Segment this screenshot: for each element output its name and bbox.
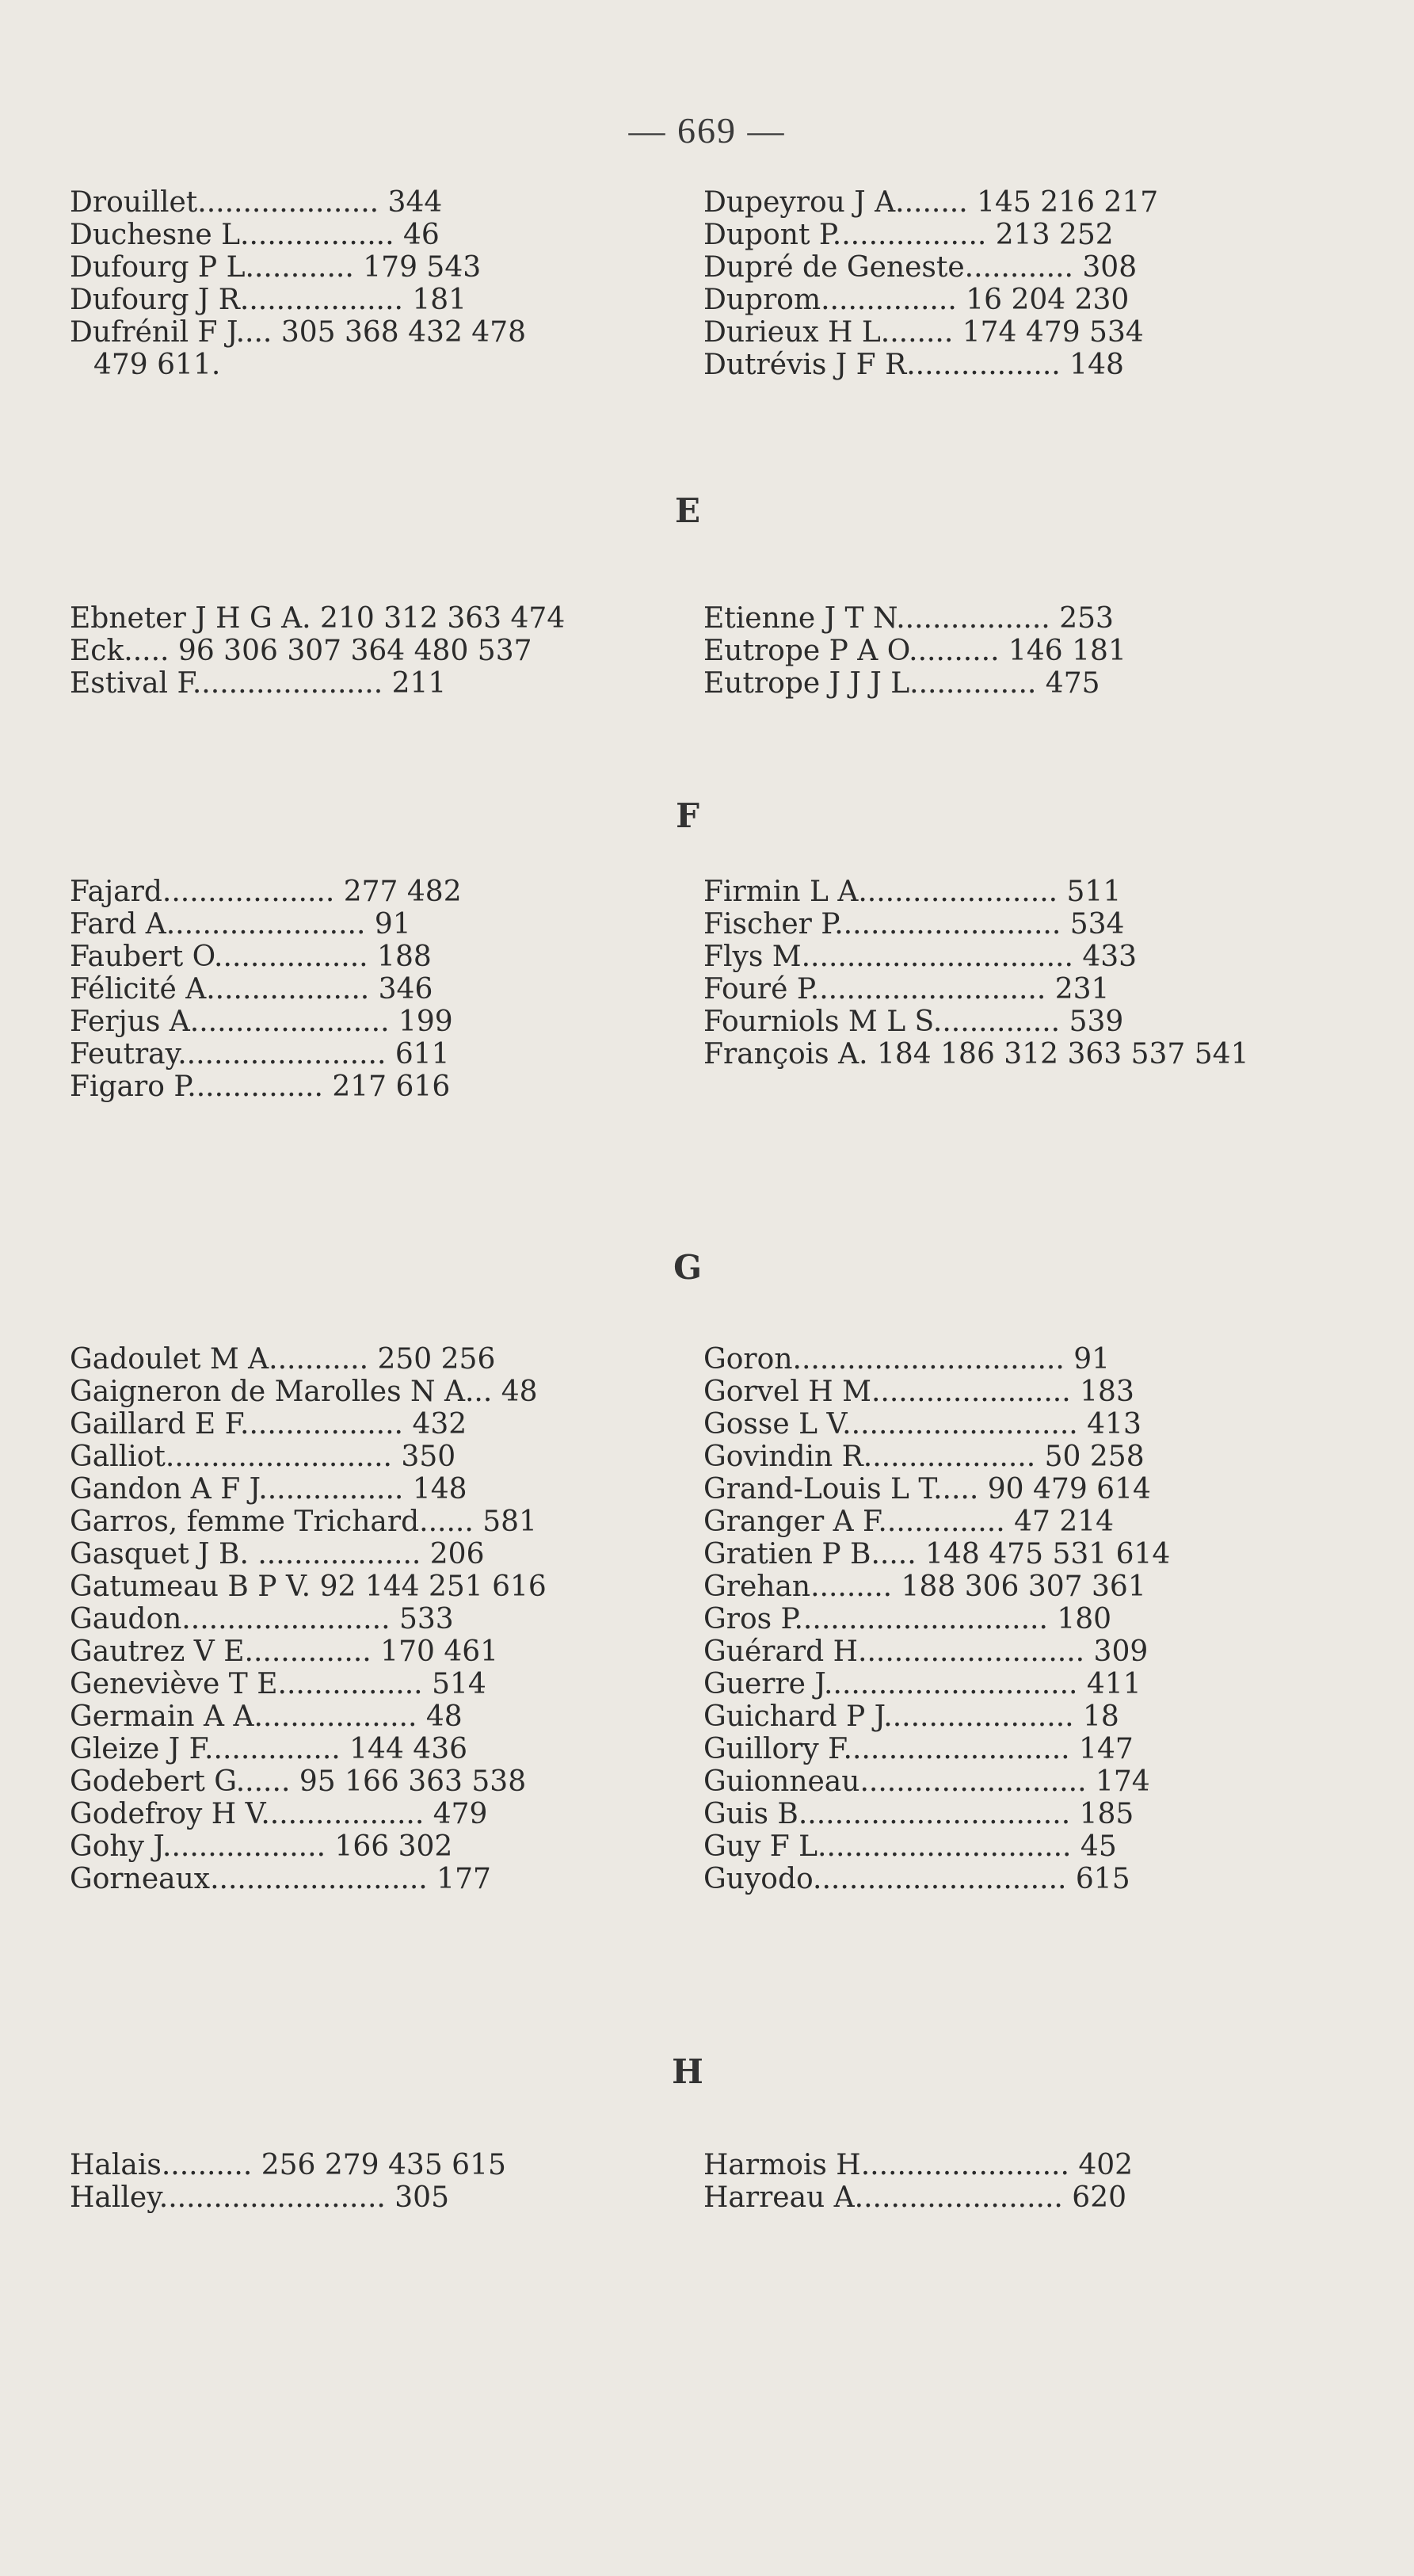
index-entry: Gaillard E F.................. 432 bbox=[70, 1408, 467, 1441]
index-entry: François A. 184 186 312 363 537 541 bbox=[703, 1038, 1249, 1070]
index-entry: Fajard................... 277 482 bbox=[70, 876, 462, 908]
section-h-columns bbox=[70, 2149, 1305, 2214]
index-entry: Harmois H....................... 402 bbox=[703, 2149, 1134, 2181]
section-g-columns bbox=[70, 1343, 1305, 1895]
index-entry: Dupré de Geneste............ 308 bbox=[703, 251, 1138, 284]
section-f bbox=[70, 796, 1305, 1208]
section-h bbox=[70, 2052, 1305, 2258]
index-entry: Govindin R................... 50 258 bbox=[703, 1441, 1145, 1473]
index-entry: Garros, femme Trichard...... 581 bbox=[70, 1506, 537, 1538]
index-entry: Gorvel H M...................... 183 bbox=[703, 1376, 1134, 1408]
index-entry: Godefroy H V.................. 479 bbox=[70, 1798, 488, 1830]
index-entry: Gaigneron de Marolles N A... 48 bbox=[70, 1376, 538, 1408]
index-entry: Firmin L A...................... 511 bbox=[703, 876, 1122, 908]
section-f-columns bbox=[70, 876, 1305, 1103]
index-entry: Dupont P................. 213 252 bbox=[703, 219, 1114, 251]
section-f-left-column bbox=[70, 876, 688, 1103]
index-entry: Halais.......... 256 279 435 615 bbox=[70, 2149, 506, 2181]
index-entry: Goron.............................. 91 bbox=[703, 1343, 1111, 1376]
index-entry: Faubert O................. 188 bbox=[70, 941, 432, 973]
section-g-right-column bbox=[688, 1343, 1305, 1895]
index-entry: Guionneau......................... 174 bbox=[703, 1765, 1150, 1798]
index-entry: Granger A F.............. 47 214 bbox=[703, 1506, 1115, 1538]
index-entry: Germain A A.................. 48 bbox=[70, 1700, 463, 1733]
section-e bbox=[70, 491, 1305, 713]
index-entry: Gosse L V.......................... 413 bbox=[703, 1408, 1141, 1441]
index-entry: Guerre J............................ 411 bbox=[703, 1668, 1141, 1700]
section-letter-e: E bbox=[674, 491, 700, 530]
index-entry: Durieux H L........ 174 479 534 bbox=[703, 316, 1144, 349]
index-entry: Fouré P.......................... 231 bbox=[703, 973, 1110, 1006]
index-entry: Gautrez V E.............. 170 461 bbox=[70, 1635, 499, 1668]
section-h-right-column bbox=[688, 2149, 1305, 2214]
index-entry: Guichard P J..................... 18 bbox=[703, 1700, 1119, 1733]
index-entry: Guyodo............................ 615 bbox=[703, 1863, 1130, 1895]
index-entry-continuation: 479 611. bbox=[93, 349, 221, 381]
section-e-right-column bbox=[688, 602, 1305, 700]
index-entry: Eck..... 96 306 307 364 480 537 bbox=[70, 635, 532, 667]
index-entry: Feutray....................... 611 bbox=[70, 1038, 450, 1070]
index-entry: Guy F L............................ 45 bbox=[703, 1830, 1117, 1863]
index-entry: Dufourg P L............ 179 543 bbox=[70, 251, 482, 284]
index-entry: Dupeyrou J A........ 145 216 217 bbox=[703, 186, 1159, 219]
section-e-columns bbox=[70, 602, 1305, 700]
index-entry: Duprom............... 16 204 230 bbox=[703, 284, 1130, 316]
index-entry: Dutrévis J F R................. 148 bbox=[703, 349, 1124, 381]
index-entry: Fischer P......................... 534 bbox=[703, 908, 1125, 941]
index-entry: Dufrénil F J.... 305 368 432 478 bbox=[70, 316, 526, 349]
index-entry: Félicité A.................. 346 bbox=[70, 973, 433, 1006]
index-entry: Harreau A....................... 620 bbox=[703, 2181, 1127, 2214]
index-entry: Estival F..................... 211 bbox=[70, 667, 447, 700]
index-entry: Geneviève T E................ 514 bbox=[70, 1668, 486, 1700]
page-number: — 669 — bbox=[628, 110, 786, 151]
section-letter-f: F bbox=[676, 796, 699, 835]
section-e-left-column bbox=[70, 602, 688, 700]
index-entry: Eutrope J J J L.............. 475 bbox=[703, 667, 1100, 700]
section-g-left-column bbox=[70, 1343, 688, 1895]
section-letter-g: G bbox=[673, 1248, 702, 1287]
index-entry: Ferjus A...................... 199 bbox=[70, 1006, 453, 1038]
index-entry: Duchesne L................. 46 bbox=[70, 219, 440, 251]
index-entry: Gatumeau B P V. 92 144 251 616 bbox=[70, 1570, 547, 1603]
section-d-right-column bbox=[688, 186, 1305, 381]
index-entry: Eutrope P A O.......... 146 181 bbox=[703, 635, 1126, 667]
index-entry: Gasquet J B. .................. 206 bbox=[70, 1538, 485, 1570]
section-f-right-column bbox=[688, 876, 1305, 1103]
section-d bbox=[70, 186, 1305, 392]
index-entry: Fard A...................... 91 bbox=[70, 908, 411, 941]
index-entry: Gandon A F J................ 148 bbox=[70, 1473, 467, 1506]
section-h-left-column bbox=[70, 2149, 688, 2214]
index-entry: Grehan......... 188 306 307 361 bbox=[703, 1570, 1146, 1603]
index-entry: Etienne J T N................. 253 bbox=[703, 602, 1114, 635]
section-g bbox=[70, 1248, 1305, 2009]
index-entry: Guis B.............................. 185 bbox=[703, 1798, 1134, 1830]
index-entry: Grand-Louis L T..... 90 479 614 bbox=[703, 1473, 1151, 1506]
index-entry: Gadoulet M A........... 250 256 bbox=[70, 1343, 496, 1376]
index-entry: Gleize J F............... 144 436 bbox=[70, 1733, 468, 1765]
section-letter-h: H bbox=[672, 2052, 703, 2091]
index-entry: Flys M.............................. 433 bbox=[703, 941, 1138, 973]
index-entry: Gaudon....................... 533 bbox=[70, 1603, 454, 1635]
index-entry: Halley......................... 305 bbox=[70, 2181, 449, 2214]
index-entry: Gratien P B..... 148 475 531 614 bbox=[703, 1538, 1171, 1570]
index-entry: Figaro P............... 217 616 bbox=[70, 1070, 451, 1103]
index-entry: Gorneaux........................ 177 bbox=[70, 1863, 491, 1895]
index-entry: Guillory F......................... 147 bbox=[703, 1733, 1134, 1765]
index-entry: Fourniols M L S.............. 539 bbox=[703, 1006, 1124, 1038]
index-entry: Ebneter J H G A. 210 312 363 474 bbox=[70, 602, 566, 635]
index-entry: Guérard H......................... 309 bbox=[703, 1635, 1149, 1668]
index-entry: Godebert G...... 95 166 363 538 bbox=[70, 1765, 527, 1798]
index-entry: Gros P............................ 180 bbox=[703, 1603, 1112, 1635]
section-d-left-column bbox=[70, 186, 688, 381]
index-entry: Galliot......................... 350 bbox=[70, 1441, 456, 1473]
section-d-columns bbox=[70, 186, 1305, 381]
index-entry: Drouillet.................... 344 bbox=[70, 186, 443, 219]
index-entry: Dufourg J R.................. 181 bbox=[70, 284, 467, 316]
index-entry: Gohy J.................. 166 302 bbox=[70, 1830, 453, 1863]
